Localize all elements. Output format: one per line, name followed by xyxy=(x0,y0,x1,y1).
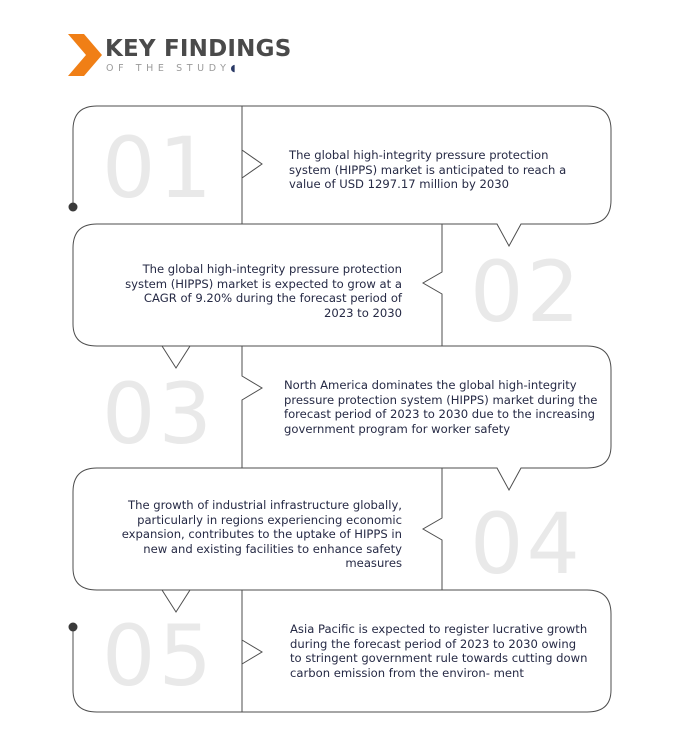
page-subtitle: OF THE STUDY◖ xyxy=(106,63,236,74)
finding-text-05: Asia Pacific is expected to register lucrative growth during the forecast period of 2023 to 2030 owing to stringent government rule towards cutting down carbon emission from the environ- ment xyxy=(290,622,588,680)
finding-text-03: North America dominates the global high-integrity pressure protection system (HIPPS) market during the forecast period of 2023 to 2030 due to the increasing government program for worker safety xyxy=(284,378,598,436)
timeline-start-dot xyxy=(69,203,78,212)
finding-number-05: 05 xyxy=(102,607,215,705)
finding-number-02: 02 xyxy=(470,243,583,341)
timeline-end-dot xyxy=(69,623,78,632)
finding-number-03: 03 xyxy=(102,365,215,463)
finding-text-01: The global high-integrity pressure protection system (HIPPS) market is anticipated to reach a value of USD 1297.17 million by 2030 xyxy=(289,148,567,192)
finding-number-04: 04 xyxy=(470,495,583,593)
finding-number-01: 01 xyxy=(102,119,215,217)
finding-text-04: The growth of industrial infrastructure globally, particularly in regions experiencing economic expansion, contributes to the uptake of HIPPS in new and existing facilities to enhance safety measures xyxy=(121,498,402,571)
finding-text-02: The global high-integrity pressure protection system (HIPPS) market is expected to grow at a CAGR of 9.20% during the forecast period of 2023 to 2030 xyxy=(125,262,402,320)
page-title: KEY FINDINGS xyxy=(105,36,292,62)
crescent-icon: ◖ xyxy=(230,63,236,74)
